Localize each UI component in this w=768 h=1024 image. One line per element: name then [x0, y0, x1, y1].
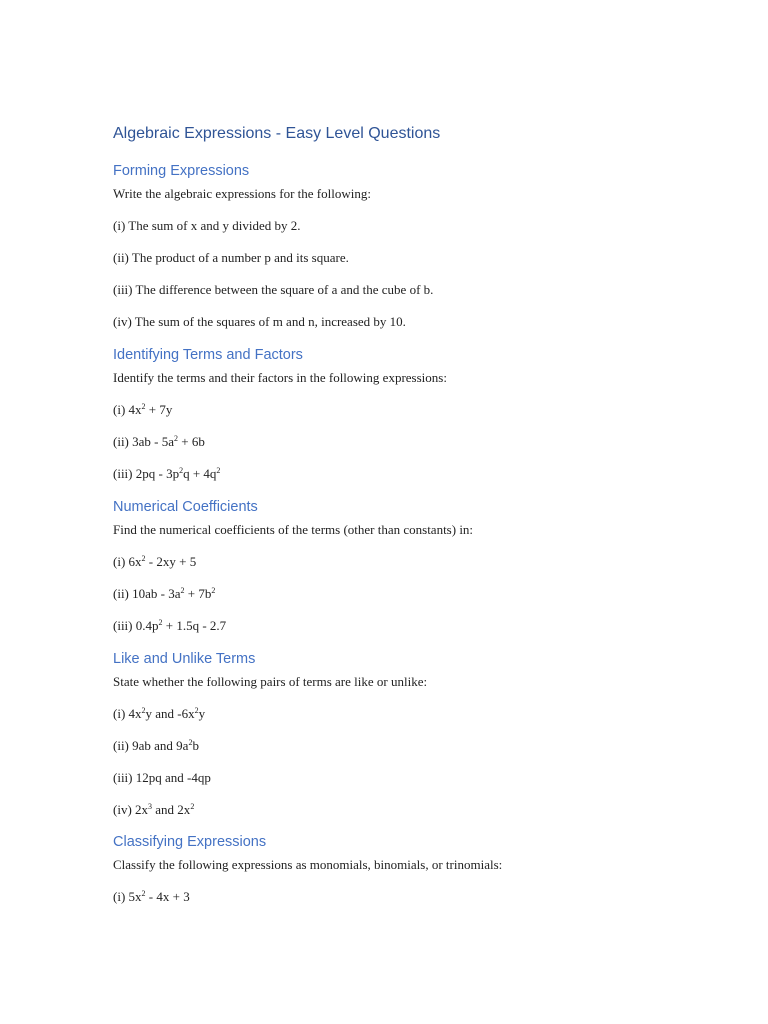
question-item: (i) The sum of x and y divided by 2. [113, 218, 301, 233]
question-item: (ii) $3ab - 5a^2 + 6b$ [113, 434, 205, 449]
question-item: (ii) 9ab and $9a^2b$ [113, 738, 199, 753]
question-item: (i) $5x^2 - 4x + 3$ [113, 889, 190, 904]
question-item: (iii) 12pq and -4qp [113, 770, 211, 785]
question-item: (iv) $2x^3$ and $2x^2$ [113, 802, 195, 817]
section-intro: Find the numerical coefficients of the terms (other than constants) in: [113, 522, 474, 537]
question-item: (i) $4x^2 + 7y$ [113, 402, 173, 417]
question-item: (iii) The difference between the square of a and the cube of b. [113, 282, 434, 297]
section-heading: Forming Expressions [113, 163, 250, 179]
question-item: (iv) The sum of the squares of m and n, increased by 10. [113, 314, 406, 329]
section-intro: Write the algebraic expressions for the following: [113, 186, 371, 201]
section-heading: Classifying Expressions [113, 834, 267, 850]
question-item: (i) $4x^2y$ and $-6x^2y$ [113, 706, 206, 721]
question-item: (iii) $2pq - 3p^2q + 4q^2$ [113, 466, 221, 481]
section-intro: State whether the following pairs of terms are like or unlike: [113, 674, 428, 689]
section-heading: Identifying Terms and Factors [113, 347, 303, 363]
question-item: (ii) The product of a number p and its square. [113, 250, 349, 265]
section-intro: Identify the terms and their factors in the following expressions: [113, 370, 447, 385]
section-heading: Like and Unlike Terms [113, 651, 256, 667]
section-intro: Classify the following expressions as monomials, binomials, or trinomials: [113, 857, 503, 872]
document-title: Algebraic Expressions - Easy Level Questions [113, 125, 441, 142]
question-item: (ii) $10ab - 3a^2 + 7b^2$ [113, 586, 216, 601]
question-item: (i) $6x^2 - 2xy + 5$ [113, 554, 197, 569]
question-item: (iii) $0.4p^2 + 1.5q - 2.7$ [113, 618, 227, 633]
section-heading: Numerical Coefficients [113, 499, 258, 515]
